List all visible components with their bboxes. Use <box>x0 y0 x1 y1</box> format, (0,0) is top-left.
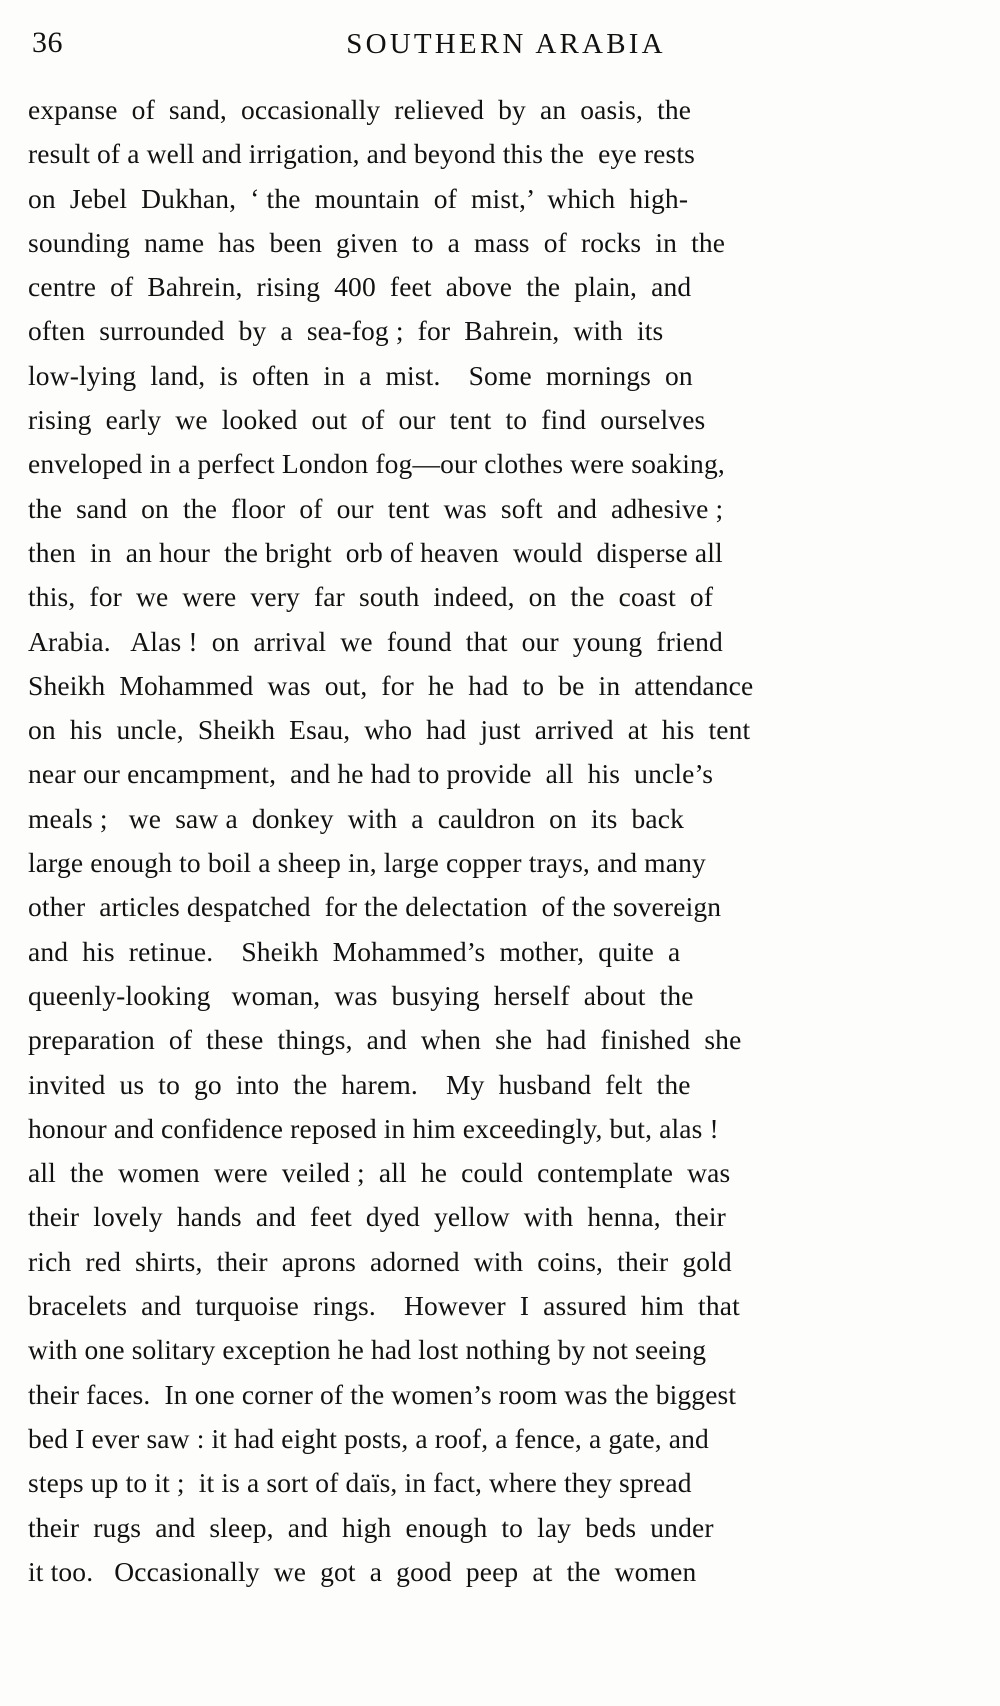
text-line: enveloped in a perfect London fog—our clothes were soaking, <box>28 448 725 480</box>
text-line: on Jebel Dukhan, ‘ the mountain of mist,’ which high- <box>28 182 689 214</box>
text-line: bed I ever saw : it had eight posts, a roof, a fence, a gate, and <box>28 1422 709 1454</box>
text-line: their faces. In one corner of the women’s room was the biggest <box>28 1378 737 1410</box>
text-line: result of a well and irrigation, and beyond this the eye rests <box>28 138 695 170</box>
text-line: on his uncle, Sheikh Esau, who had just arrived at his tent <box>28 714 751 746</box>
text-line: with one solitary exception he had lost nothing by not seeing <box>28 1334 707 1366</box>
text-line: their rugs and sleep, and high enough to lay beds under <box>28 1511 714 1543</box>
text-line: the sand on the floor of our tent was soft and adhesive ; <box>28 492 724 524</box>
running-head-title: SOUTHERN ARABIA <box>346 28 666 60</box>
text-line: their lovely hands and feet dyed yellow with henna, their <box>28 1201 726 1233</box>
running-head <box>0 18 1000 62</box>
text-line: bracelets and turquoise rings. However I assured him that <box>28 1290 740 1322</box>
text-line: Sheikh Mohammed was out, for he had to be in attendance <box>28 669 754 701</box>
text-line: queenly-looking woman, was busying herself about the <box>28 979 694 1011</box>
text-line: it too. Occasionally we got a good peep at the women <box>28 1555 697 1587</box>
text-line: all the women were veiled ; all he could contemplate was <box>28 1157 731 1189</box>
text-line: low-lying land, is often in a mist. Some mornings on <box>28 359 693 391</box>
text-line: sounding name has been given to a mass of rocks in the <box>28 226 726 258</box>
text-line: rich red shirts, their aprons adorned with coins, their gold <box>28 1245 732 1277</box>
text-line: expanse of sand, occasionally relieved by an oasis, the <box>28 94 692 125</box>
body-text <box>28 88 940 1594</box>
text-line: meals ; we saw a donkey with a cauldron on its back <box>28 802 685 834</box>
text-line: steps up to it ; it is a sort of daïs, in fact, where they spread <box>28 1467 692 1499</box>
page-number: 36 <box>32 26 63 59</box>
text-line: rising early we looked out of our tent to find ourselves <box>28 404 706 436</box>
text-line: near our encampment, and he had to provide all his uncle’s <box>28 758 714 790</box>
text-line: other articles despatched for the delectation of the sovereign <box>28 891 722 923</box>
text-line: large enough to boil a sheep in, large copper trays, and many <box>28 847 706 879</box>
text-line: then in an hour the bright orb of heaven would disperse all <box>28 536 723 568</box>
text-line: honour and confidence reposed in him exceedingly, but, alas ! <box>28 1112 719 1144</box>
text-line: often surrounded by a sea-fog ; for Bahrein, with its <box>28 315 664 347</box>
text-line: preparation of these things, and when she had finished she <box>28 1024 742 1056</box>
text-line: Arabia. Alas ! on arrival we found that our young friend <box>28 625 723 657</box>
text-line: this, for we were very far south indeed, on the coast of <box>28 581 714 613</box>
text-line: and his retinue. Sheikh Mohammed’s mother, quite a <box>28 935 681 967</box>
text-line: centre of Bahrein, rising 400 feet above the plain, and <box>28 271 692 303</box>
text-line: invited us to go into the harem. My husband felt the <box>28 1068 691 1100</box>
